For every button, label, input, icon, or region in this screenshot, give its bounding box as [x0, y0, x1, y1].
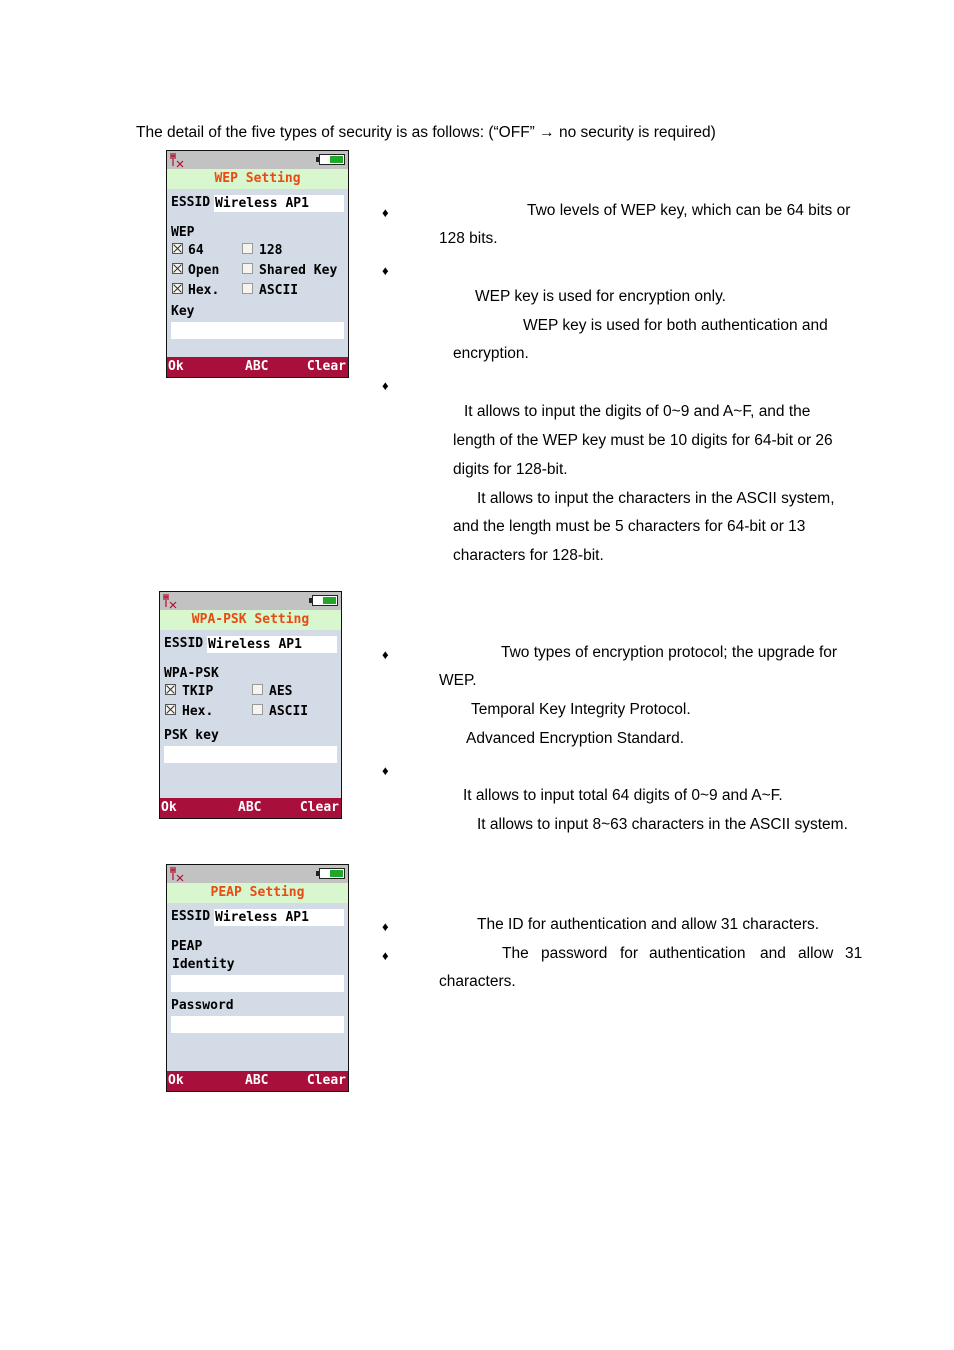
softkey-bar: [167, 357, 348, 377]
identity-label: Identity: [172, 957, 235, 972]
option-tkip-label: TKIP: [182, 684, 214, 699]
softkey-bar: [167, 1071, 348, 1091]
wep-section-label: WEP: [171, 225, 195, 240]
battery-icon: [312, 595, 338, 606]
checkbox-shared-key[interactable]: [242, 263, 253, 274]
battery-icon: [319, 154, 345, 165]
bullet-icon: ♦: [382, 378, 389, 393]
checkbox-ascii[interactable]: [252, 704, 263, 715]
wep-text-line: and the length must be 5 characters for 64-bit or 13: [453, 518, 806, 535]
peap-section-label: PEAP: [171, 939, 203, 954]
option-64-label: 64: [188, 243, 204, 258]
option-hex-label: Hex.: [182, 704, 214, 719]
softkey-bar: [160, 798, 341, 818]
checkbox-aes[interactable]: [252, 684, 263, 695]
bullet-icon: ♦: [382, 205, 389, 220]
bullet-icon: ♦: [382, 763, 389, 778]
battery-icon: [319, 868, 345, 879]
checkbox-64[interactable]: [172, 243, 183, 254]
essid-field[interactable]: Wireless AP1: [207, 636, 337, 653]
checkbox-open[interactable]: [172, 263, 183, 274]
essid-label: ESSID: [171, 195, 211, 210]
essid-field[interactable]: Wireless AP1: [214, 195, 344, 212]
clear-softkey[interactable]: Clear: [306, 1073, 346, 1088]
ok-softkey[interactable]: Ok: [168, 359, 184, 374]
wpa-text-line: Advanced Encryption Standard.: [466, 730, 684, 747]
ok-softkey[interactable]: Ok: [161, 800, 177, 815]
no-signal-icon: [169, 866, 185, 882]
abc-softkey[interactable]: ABC: [245, 359, 269, 374]
no-signal-icon: [162, 593, 178, 609]
wpa-text-line: Temporal Key Integrity Protocol.: [471, 701, 691, 718]
wep-text-line: WEP key is used for both authentication and: [523, 317, 828, 334]
key-field[interactable]: [171, 322, 344, 339]
peap-text-word: 31: [845, 945, 863, 962]
clear-softkey[interactable]: Clear: [299, 800, 339, 815]
wpa-text-line: It allows to input 8~63 characters in the ASCII system.: [477, 816, 848, 833]
essid-label: ESSID: [164, 636, 204, 651]
ok-softkey[interactable]: Ok: [168, 1073, 184, 1088]
status-bar: [167, 865, 348, 883]
wep-setting-screen: [166, 150, 349, 378]
wep-text-line: length of the WEP key must be 10 digits for 64-bit or 26: [453, 432, 833, 449]
key-label: Key: [171, 304, 195, 319]
checkbox-hex[interactable]: [172, 283, 183, 294]
option-aes-label: AES: [269, 684, 293, 699]
psk-key-label: PSK key: [164, 728, 219, 743]
wpa-psk-section-label: WPA-PSK: [164, 666, 219, 681]
password-label: Password: [171, 998, 234, 1013]
peap-text-word: The: [502, 945, 529, 962]
status-bar: [167, 151, 348, 169]
peap-text-line: characters.: [439, 973, 516, 990]
wpa-text-line: It allows to input total 64 digits of 0~9 and A~F.: [463, 787, 783, 804]
peap-setting-screen: [166, 864, 349, 1092]
wep-text-line: encryption.: [453, 345, 529, 362]
screen-title: WEP Setting: [167, 169, 348, 189]
abc-softkey[interactable]: ABC: [245, 1073, 269, 1088]
peap-text-word: allow: [798, 945, 834, 962]
checkbox-tkip[interactable]: [165, 684, 176, 695]
bullet-icon: ♦: [382, 948, 389, 963]
checkbox-128[interactable]: [242, 243, 253, 254]
wpa-psk-setting-screen: [159, 591, 342, 819]
wep-text-line: It allows to input the characters in the ASCII system,: [477, 490, 835, 507]
peap-text-line: The ID for authentication and allow 31 characters.: [477, 916, 820, 933]
bullet-icon: ♦: [382, 919, 389, 934]
peap-text-word: and: [760, 945, 786, 962]
peap-text-word: for: [620, 945, 639, 962]
bullet-icon: ♦: [382, 647, 389, 662]
no-signal-icon: [169, 152, 185, 168]
password-field[interactable]: [171, 1016, 344, 1033]
option-ascii-label: ASCII: [259, 283, 299, 298]
bullet-icon: ♦: [382, 263, 389, 278]
screen-title: WPA-PSK Setting: [160, 610, 341, 630]
screen-title: PEAP Setting: [167, 883, 348, 903]
option-ascii-label: ASCII: [269, 704, 309, 719]
intro-text: The detail of the five types of security is as follows: (“OFF” → no security is required): [136, 124, 716, 141]
psk-key-field[interactable]: [164, 746, 337, 763]
option-hex-label: Hex.: [188, 283, 220, 298]
clear-softkey[interactable]: Clear: [306, 359, 346, 374]
option-open-label: Open: [188, 263, 220, 278]
essid-label: ESSID: [171, 909, 211, 924]
wep-text-line: 128 bits.: [439, 230, 498, 247]
peap-text-word: authentication: [649, 945, 746, 962]
option-128-label: 128: [259, 243, 283, 258]
identity-field[interactable]: [171, 975, 344, 992]
peap-text-word: password: [541, 945, 608, 962]
wep-text-line: WEP key is used for encryption only.: [475, 288, 726, 305]
wep-text-line: characters for 128-bit.: [453, 547, 604, 564]
wep-text-line: It allows to input the digits of 0~9 and A~F, and the: [464, 403, 811, 420]
wpa-text-line: Two types of encryption protocol; the upgrade for: [501, 644, 838, 661]
option-shared-key-label: Shared Key: [259, 263, 338, 278]
wpa-text-line: WEP.: [439, 672, 477, 689]
wep-text-line: digits for 128-bit.: [453, 461, 568, 478]
abc-softkey[interactable]: ABC: [238, 800, 262, 815]
essid-field[interactable]: Wireless AP1: [214, 909, 344, 926]
wep-text-line: Two levels of WEP key, which can be 64 bits or: [527, 202, 851, 219]
checkbox-ascii[interactable]: [242, 283, 253, 294]
status-bar: [160, 592, 341, 610]
checkbox-hex[interactable]: [165, 704, 176, 715]
